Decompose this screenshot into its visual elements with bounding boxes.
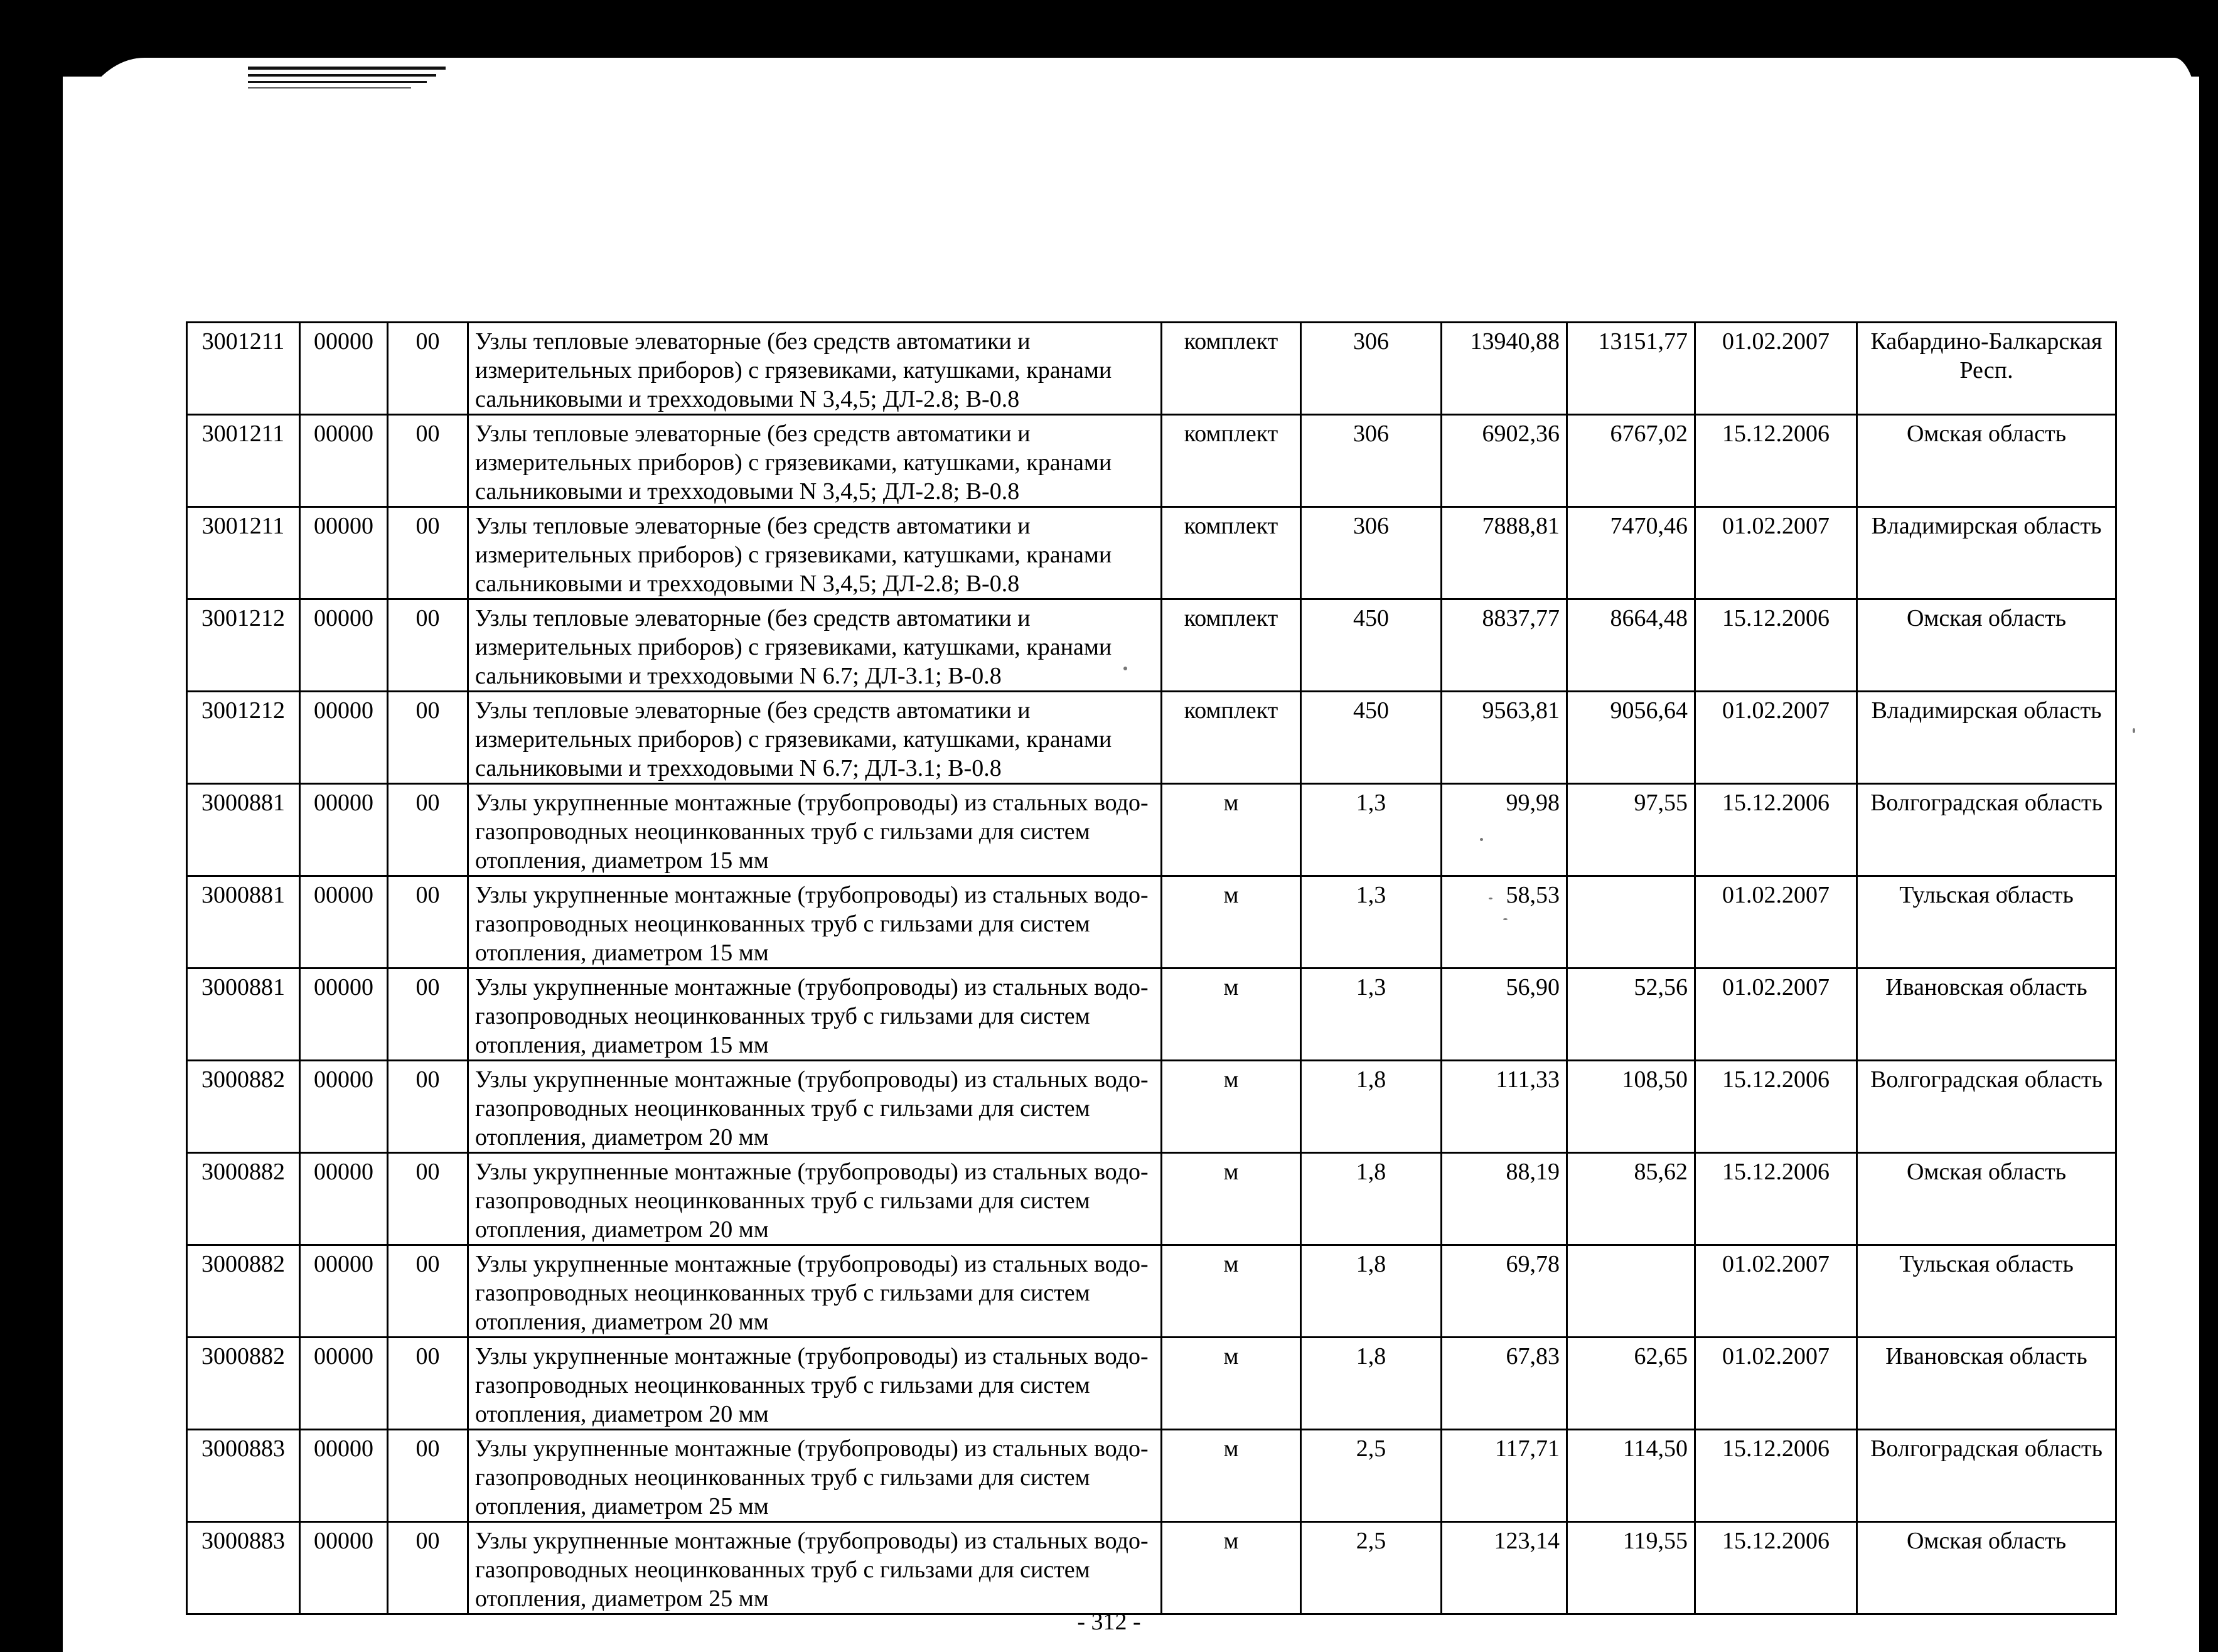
price-cell: 97,55 bbox=[1567, 784, 1695, 876]
price-cell: 13940,88 bbox=[1442, 323, 1567, 415]
item-code-cell: 3000882 bbox=[187, 1153, 300, 1245]
unit-cell: м bbox=[1162, 784, 1301, 876]
date-cell: 15.12.2006 bbox=[1695, 1153, 1857, 1245]
unit-cell: м bbox=[1162, 876, 1301, 968]
unit-cell: комплект bbox=[1162, 507, 1301, 599]
description-cell: Узлы укрупненные монтажные (трубопроводы) из стальных водо-газопроводных неоцинкованных труб с гильзами для систем отопления, диаметром 20 мм bbox=[468, 1153, 1162, 1245]
table-row bbox=[187, 692, 2116, 784]
region-cell: Омская область bbox=[1857, 1522, 2116, 1614]
price-cell: 9563,81 bbox=[1442, 692, 1567, 784]
sub-code-cell: 00000 bbox=[300, 1430, 388, 1522]
header-rule bbox=[248, 74, 436, 77]
sub-code-cell: 00000 bbox=[300, 1338, 388, 1430]
sub-code-cell: 00000 bbox=[300, 692, 388, 784]
region-cell: Кабардино-Балкарская Респ. bbox=[1857, 323, 2116, 415]
scan-border-right bbox=[2199, 0, 2218, 1652]
date-cell: 15.12.2006 bbox=[1695, 599, 1857, 692]
description-cell: Узлы укрупненные монтажные (трубопроводы) из стальных водо-газопроводных неоцинкованных труб с гильзами для систем отопления, диаметром 20 мм bbox=[468, 1338, 1162, 1430]
scan-speck bbox=[2133, 728, 2135, 733]
page-number: - 312 - bbox=[1077, 1609, 1141, 1635]
item-code-cell: 3000883 bbox=[187, 1522, 300, 1614]
index-cell: 00 bbox=[388, 1245, 468, 1338]
date-cell: 01.02.2007 bbox=[1695, 507, 1857, 599]
unit-cell: м bbox=[1162, 1338, 1301, 1430]
description-cell: Узлы укрупненные монтажные (трубопроводы) из стальных водо-газопроводных неоцинкованных труб с гильзами для систем отопления, диаметром 25 мм bbox=[468, 1430, 1162, 1522]
region-cell: Омская область bbox=[1857, 599, 2116, 692]
rate-cell: 1,8 bbox=[1301, 1061, 1442, 1153]
table-row bbox=[187, 507, 2116, 599]
region-cell: Владимирская область bbox=[1857, 507, 2116, 599]
date-cell: 01.02.2007 bbox=[1695, 1338, 1857, 1430]
date-cell: 01.02.2007 bbox=[1695, 692, 1857, 784]
sub-code-cell: 00000 bbox=[300, 1522, 388, 1614]
index-cell: 00 bbox=[388, 415, 468, 507]
unit-cell: м bbox=[1162, 1430, 1301, 1522]
region-cell: Волгоградская область bbox=[1857, 1061, 2116, 1153]
item-code-cell: 3000882 bbox=[187, 1338, 300, 1430]
date-cell: 15.12.2006 bbox=[1695, 415, 1857, 507]
rate-cell: 306 bbox=[1301, 415, 1442, 507]
date-cell: 01.02.2007 bbox=[1695, 1245, 1857, 1338]
description-cell: Узлы укрупненные монтажные (трубопроводы) из стальных водо-газопроводных неоцинкованных труб с гильзами для систем отопления, диаметром 25 мм bbox=[468, 1522, 1162, 1614]
unit-cell: м bbox=[1162, 1522, 1301, 1614]
price-cell: 123,14 bbox=[1442, 1522, 1567, 1614]
rate-cell: 2,5 bbox=[1301, 1522, 1442, 1614]
item-code-cell: 3000881 bbox=[187, 784, 300, 876]
item-code-cell: 3001212 bbox=[187, 599, 300, 692]
table-row bbox=[187, 1245, 2116, 1338]
unit-cell: м bbox=[1162, 1245, 1301, 1338]
region-cell: Ивановская область bbox=[1857, 968, 2116, 1061]
table-row bbox=[187, 1522, 2116, 1614]
price-cell: 7470,46 bbox=[1567, 507, 1695, 599]
price-cell: 8837,77 bbox=[1442, 599, 1567, 692]
date-cell: 15.12.2006 bbox=[1695, 784, 1857, 876]
rate-cell: 306 bbox=[1301, 323, 1442, 415]
table-row bbox=[187, 1061, 2116, 1153]
rate-cell: 2,5 bbox=[1301, 1430, 1442, 1522]
rate-cell: 1,3 bbox=[1301, 784, 1442, 876]
price-cell: 9056,64 bbox=[1567, 692, 1695, 784]
price-cell bbox=[1567, 1245, 1695, 1338]
table-row bbox=[187, 415, 2116, 507]
unit-cell: комплект bbox=[1162, 323, 1301, 415]
sub-code-cell: 00000 bbox=[300, 784, 388, 876]
description-cell: Узлы укрупненные монтажные (трубопроводы) из стальных водо-газопроводных неоцинкованных труб с гильзами для систем отопления, диаметром 15 мм bbox=[468, 876, 1162, 968]
index-cell: 00 bbox=[388, 507, 468, 599]
date-cell: 01.02.2007 bbox=[1695, 876, 1857, 968]
description-cell: Узлы укрупненные монтажные (трубопроводы) из стальных водо-газопроводных неоцинкованных труб с гильзами для систем отопления, диаметром 20 мм bbox=[468, 1061, 1162, 1153]
price-cell: 114,50 bbox=[1567, 1430, 1695, 1522]
region-cell: Омская область bbox=[1857, 415, 2116, 507]
index-cell: 00 bbox=[388, 876, 468, 968]
price-cell: 56,90 bbox=[1442, 968, 1567, 1061]
date-cell: 01.02.2007 bbox=[1695, 968, 1857, 1061]
sub-code-cell: 00000 bbox=[300, 507, 388, 599]
index-cell: 00 bbox=[388, 784, 468, 876]
region-cell: Тульская область bbox=[1857, 1245, 2116, 1338]
price-cell: 69,78 bbox=[1442, 1245, 1567, 1338]
description-cell: Узлы тепловые элеваторные (без средств автоматики и измерительных приборов) с грязевиками, катушками, кранами сальниковыми и трехходовыми N 3,4,5; ДЛ-2.8; В-0.8 bbox=[468, 323, 1162, 415]
item-code-cell: 3000881 bbox=[187, 968, 300, 1061]
date-cell: 15.12.2006 bbox=[1695, 1430, 1857, 1522]
unit-cell: м bbox=[1162, 1061, 1301, 1153]
item-code-cell: 3001211 bbox=[187, 323, 300, 415]
description-cell: Узлы тепловые элеваторные (без средств автоматики и измерительных приборов) с грязевиками, катушками, кранами сальниковыми и трехходовыми N 3,4,5; ДЛ-2.8; В-0.8 bbox=[468, 415, 1162, 507]
table-row bbox=[187, 323, 2116, 415]
table-row bbox=[187, 1430, 2116, 1522]
unit-cell: комплект bbox=[1162, 415, 1301, 507]
rate-cell: 1,8 bbox=[1301, 1153, 1442, 1245]
region-cell: Омская область bbox=[1857, 1153, 2116, 1245]
rate-cell: 1,8 bbox=[1301, 1338, 1442, 1430]
region-cell: Владимирская область bbox=[1857, 692, 2116, 784]
item-code-cell: 3001211 bbox=[187, 415, 300, 507]
rate-cell: 306 bbox=[1301, 507, 1442, 599]
price-cell: 6767,02 bbox=[1567, 415, 1695, 507]
item-code-cell: 3000883 bbox=[187, 1430, 300, 1522]
price-cell: 58,53 bbox=[1442, 876, 1567, 968]
unit-cell: комплект bbox=[1162, 599, 1301, 692]
index-cell: 00 bbox=[388, 1522, 468, 1614]
rate-cell: 450 bbox=[1301, 692, 1442, 784]
index-cell: 00 bbox=[388, 1430, 468, 1522]
region-cell: Тульская область bbox=[1857, 876, 2116, 968]
rate-cell: 1,3 bbox=[1301, 876, 1442, 968]
price-cell: 88,19 bbox=[1442, 1153, 1567, 1245]
header-rule bbox=[248, 87, 411, 88]
scan-border-left bbox=[0, 0, 63, 1652]
date-cell: 15.12.2006 bbox=[1695, 1522, 1857, 1614]
price-cell: 99,98 bbox=[1442, 784, 1567, 876]
price-cell: 62,65 bbox=[1567, 1338, 1695, 1430]
table-row bbox=[187, 599, 2116, 692]
price-cell: 111,33 bbox=[1442, 1061, 1567, 1153]
index-cell: 00 bbox=[388, 1153, 468, 1245]
price-cell: 67,83 bbox=[1442, 1338, 1567, 1430]
price-cell: 117,71 bbox=[1442, 1430, 1567, 1522]
index-cell: 00 bbox=[388, 1061, 468, 1153]
item-code-cell: 3000882 bbox=[187, 1245, 300, 1338]
unit-cell: комплект bbox=[1162, 692, 1301, 784]
price-cell: 7888,81 bbox=[1442, 507, 1567, 599]
sub-code-cell: 00000 bbox=[300, 323, 388, 415]
description-cell: Узлы укрупненные монтажные (трубопроводы) из стальных водо-газопроводных неоцинкованных труб с гильзами для систем отопления, диаметром 20 мм bbox=[468, 1245, 1162, 1338]
sub-code-cell: 00000 bbox=[300, 876, 388, 968]
header-rule bbox=[248, 81, 427, 83]
description-cell: Узлы укрупненные монтажные (трубопроводы) из стальных водо-газопроводных неоцинкованных труб с гильзами для систем отопления, диаметром 15 мм bbox=[468, 968, 1162, 1061]
region-cell: Ивановская область bbox=[1857, 1338, 2116, 1430]
description-cell: Узлы тепловые элеваторные (без средств автоматики и измерительных приборов) с грязевиками, катушками, кранами сальниковыми и трехходовыми N 6.7; ДЛ-3.1; В-0.8 bbox=[468, 599, 1162, 692]
sub-code-cell: 00000 bbox=[300, 415, 388, 507]
price-cell: 13151,77 bbox=[1567, 323, 1695, 415]
index-cell: 00 bbox=[388, 1338, 468, 1430]
item-code-cell: 3000882 bbox=[187, 1061, 300, 1153]
item-code-cell: 3001212 bbox=[187, 692, 300, 784]
unit-cell: м bbox=[1162, 968, 1301, 1061]
price-cell: 108,50 bbox=[1567, 1061, 1695, 1153]
price-cell: 85,62 bbox=[1567, 1153, 1695, 1245]
table-row bbox=[187, 784, 2116, 876]
price-cell: 119,55 bbox=[1567, 1522, 1695, 1614]
unit-cell: м bbox=[1162, 1153, 1301, 1245]
price-cell: 8664,48 bbox=[1567, 599, 1695, 692]
index-cell: 00 bbox=[388, 323, 468, 415]
rate-cell: 1,8 bbox=[1301, 1245, 1442, 1338]
rate-cell: 1,3 bbox=[1301, 968, 1442, 1061]
region-cell: Волгоградская область bbox=[1857, 1430, 2116, 1522]
description-cell: Узлы тепловые элеваторные (без средств автоматики и измерительных приборов) с грязевиками, катушками, кранами сальниковыми и трехходовыми N 6.7; ДЛ-3.1; В-0.8 bbox=[468, 692, 1162, 784]
region-cell: Волгоградская область bbox=[1857, 784, 2116, 876]
description-cell: Узлы укрупненные монтажные (трубопроводы) из стальных водо-газопроводных неоцинкованных труб с гильзами для систем отопления, диаметром 15 мм bbox=[468, 784, 1162, 876]
sub-code-cell: 00000 bbox=[300, 968, 388, 1061]
table-row bbox=[187, 876, 2116, 968]
table-row bbox=[187, 1338, 2116, 1430]
sub-code-cell: 00000 bbox=[300, 1061, 388, 1153]
item-code-cell: 3000881 bbox=[187, 876, 300, 968]
rate-cell: 450 bbox=[1301, 599, 1442, 692]
sub-code-cell: 00000 bbox=[300, 1245, 388, 1338]
index-cell: 00 bbox=[388, 968, 468, 1061]
description-cell: Узлы тепловые элеваторные (без средств автоматики и измерительных приборов) с грязевиками, катушками, кранами сальниковыми и трехходовыми N 3,4,5; ДЛ-2.8; В-0.8 bbox=[468, 507, 1162, 599]
date-cell: 01.02.2007 bbox=[1695, 323, 1857, 415]
table-row bbox=[187, 968, 2116, 1061]
price-cell bbox=[1567, 876, 1695, 968]
index-cell: 00 bbox=[388, 599, 468, 692]
header-rule bbox=[248, 67, 446, 70]
price-cell: 6902,36 bbox=[1442, 415, 1567, 507]
price-cell: 52,56 bbox=[1567, 968, 1695, 1061]
table-row bbox=[187, 1153, 2116, 1245]
item-code-cell: 3001211 bbox=[187, 507, 300, 599]
sub-code-cell: 00000 bbox=[300, 1153, 388, 1245]
date-cell: 15.12.2006 bbox=[1695, 1061, 1857, 1153]
index-cell: 00 bbox=[388, 692, 468, 784]
table-body bbox=[187, 323, 2116, 1614]
price-table bbox=[186, 321, 2117, 1615]
sub-code-cell: 00000 bbox=[300, 599, 388, 692]
